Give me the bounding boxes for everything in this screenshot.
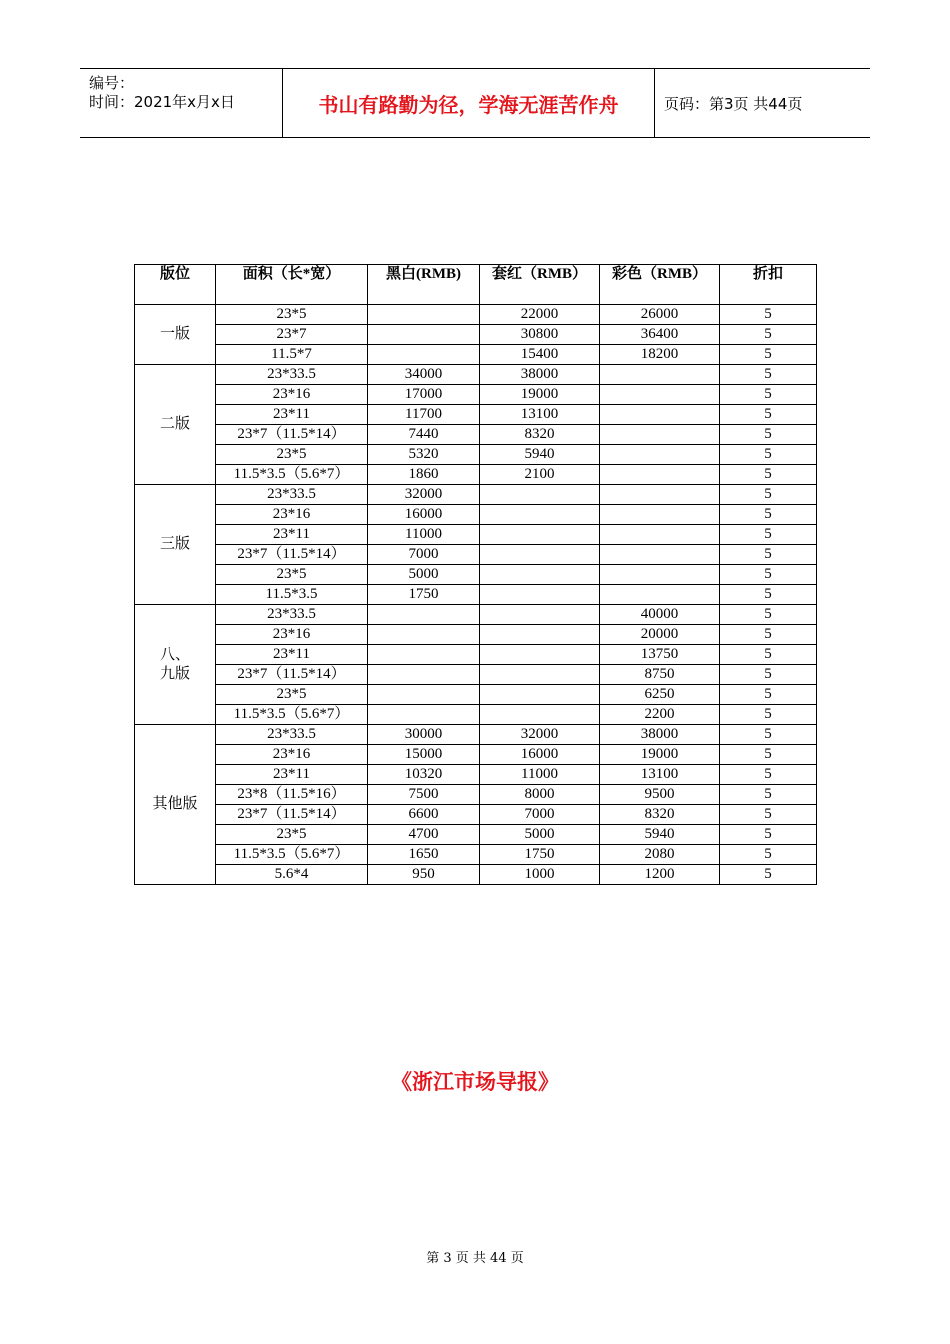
discount-cell: 5	[720, 705, 817, 725]
discount-cell: 5	[720, 685, 817, 705]
discount-cell: 5	[720, 325, 817, 345]
bw-price-cell	[368, 645, 480, 665]
bw-price-cell	[368, 705, 480, 725]
bw-price-cell: 30000	[368, 725, 480, 745]
bw-price-cell: 15000	[368, 745, 480, 765]
table-row	[135, 305, 817, 325]
doc-time-label: 时间：2021年x月x日	[89, 93, 235, 111]
discount-cell: 5	[720, 425, 817, 445]
bw-price-cell: 1750	[368, 585, 480, 605]
table-row	[135, 805, 817, 825]
header-page-info	[664, 69, 870, 137]
area-cell: 23*7（11.5*14）	[216, 545, 368, 565]
area-cell: 23*7（11.5*14）	[216, 665, 368, 685]
red-price-cell: 19000	[480, 385, 600, 405]
discount-cell: 5	[720, 305, 817, 325]
area-cell: 23*33.5	[216, 485, 368, 505]
red-price-cell	[480, 565, 600, 585]
bw-price-cell: 34000	[368, 365, 480, 385]
col-header-color	[600, 265, 720, 305]
bw-price-cell: 16000	[368, 505, 480, 525]
discount-cell: 5	[720, 505, 817, 525]
area-cell: 23*16	[216, 745, 368, 765]
area-cell: 23*11	[216, 405, 368, 425]
color-price-cell: 40000	[600, 605, 720, 625]
color-price-cell: 38000	[600, 725, 720, 745]
area-cell: 23*16	[216, 385, 368, 405]
color-price-cell: 13750	[600, 645, 720, 665]
discount-cell: 5	[720, 345, 817, 365]
red-price-cell: 11000	[480, 765, 600, 785]
area-cell: 11.5*3.5（5.6*7）	[216, 845, 368, 865]
bw-price-cell: 5320	[368, 445, 480, 465]
table-row	[135, 585, 817, 605]
area-cell: 23*11	[216, 525, 368, 545]
bw-price-cell	[368, 625, 480, 645]
col-header-red-text: 套红（RMB）	[492, 266, 587, 282]
color-price-cell: 1200	[600, 865, 720, 885]
table-row	[135, 765, 817, 785]
color-price-cell	[600, 465, 720, 485]
table-row	[135, 865, 817, 885]
table-row	[135, 505, 817, 525]
color-price-cell: 2080	[600, 845, 720, 865]
bw-price-cell	[368, 345, 480, 365]
table-row	[135, 525, 817, 545]
area-cell: 11.5*3.5（5.6*7）	[216, 705, 368, 725]
page-footer: 第 3 页 共 44 页	[426, 1251, 524, 1266]
bw-price-cell: 950	[368, 865, 480, 885]
red-price-cell: 8000	[480, 785, 600, 805]
bw-price-cell: 7440	[368, 425, 480, 445]
bw-price-cell: 17000	[368, 385, 480, 405]
color-price-cell: 2200	[600, 705, 720, 725]
area-cell: 23*11	[216, 645, 368, 665]
bw-price-cell: 4700	[368, 825, 480, 845]
color-price-cell: 20000	[600, 625, 720, 645]
table-row	[135, 685, 817, 705]
discount-cell: 5	[720, 545, 817, 565]
area-cell: 5.6*4	[216, 865, 368, 885]
red-price-cell	[480, 685, 600, 705]
red-price-cell	[480, 505, 600, 525]
red-price-cell: 15400	[480, 345, 600, 365]
table-row	[135, 465, 817, 485]
discount-cell: 5	[720, 805, 817, 825]
color-price-cell	[600, 365, 720, 385]
table-row	[135, 625, 817, 645]
discount-cell: 5	[720, 405, 817, 425]
red-price-cell: 16000	[480, 745, 600, 765]
discount-cell: 5	[720, 465, 817, 485]
red-price-cell	[480, 605, 600, 625]
red-price-cell: 5000	[480, 825, 600, 845]
color-price-cell	[600, 525, 720, 545]
color-price-cell	[600, 425, 720, 445]
discount-cell: 5	[720, 665, 817, 685]
red-price-cell	[480, 485, 600, 505]
discount-cell: 5	[720, 825, 817, 845]
col-header-area: 面积（长*宽）	[216, 265, 368, 305]
area-cell: 23*16	[216, 625, 368, 645]
table-row	[135, 565, 817, 585]
area-cell: 23*5	[216, 685, 368, 705]
table-row	[135, 605, 817, 625]
color-price-cell	[600, 485, 720, 505]
color-price-cell: 9500	[600, 785, 720, 805]
color-price-cell	[600, 445, 720, 465]
table-row	[135, 365, 817, 385]
red-price-cell	[480, 705, 600, 725]
discount-cell: 5	[720, 645, 817, 665]
doc-number-label: 编号：	[89, 74, 135, 92]
discount-cell: 5	[720, 605, 817, 625]
header-meta	[80, 69, 283, 137]
area-cell: 23*8（11.5*16）	[216, 785, 368, 805]
area-cell: 23*33.5	[216, 365, 368, 385]
red-price-cell: 30800	[480, 325, 600, 345]
bw-price-cell	[368, 605, 480, 625]
color-price-cell: 26000	[600, 305, 720, 325]
area-cell: 23*5	[216, 445, 368, 465]
red-price-cell: 7000	[480, 805, 600, 825]
discount-cell: 5	[720, 845, 817, 865]
color-price-cell: 6250	[600, 685, 720, 705]
discount-cell: 5	[720, 725, 817, 745]
table-row	[135, 705, 817, 725]
area-cell: 23*33.5	[216, 605, 368, 625]
area-cell: 23*5	[216, 305, 368, 325]
red-price-cell	[480, 665, 600, 685]
bw-price-cell	[368, 685, 480, 705]
area-cell: 23*33.5	[216, 725, 368, 745]
color-price-cell: 36400	[600, 325, 720, 345]
page-info-text: 页码：第3页 共44页	[664, 94, 803, 113]
bw-price-cell: 6600	[368, 805, 480, 825]
group-label: 三版	[135, 485, 216, 605]
red-price-cell: 1000	[480, 865, 600, 885]
bw-price-cell: 5000	[368, 565, 480, 585]
table-row	[135, 425, 817, 445]
color-price-cell	[600, 585, 720, 605]
table-row	[135, 665, 817, 685]
area-cell: 23*7（11.5*14）	[216, 805, 368, 825]
table-row	[135, 385, 817, 405]
area-cell: 23*5	[216, 565, 368, 585]
area-cell: 23*7（11.5*14）	[216, 425, 368, 445]
discount-cell: 5	[720, 785, 817, 805]
table-row	[135, 485, 817, 505]
page-header	[80, 68, 870, 138]
red-price-cell	[480, 625, 600, 645]
red-price-cell: 8320	[480, 425, 600, 445]
table-row	[135, 725, 817, 745]
color-price-cell	[600, 565, 720, 585]
color-price-cell: 5940	[600, 825, 720, 845]
table-row	[135, 345, 817, 365]
red-price-cell: 2100	[480, 465, 600, 485]
bw-price-cell: 7000	[368, 545, 480, 565]
area-cell: 23*5	[216, 825, 368, 845]
discount-cell: 5	[720, 565, 817, 585]
color-price-cell	[600, 505, 720, 525]
table-header-row	[135, 265, 817, 305]
bw-price-cell: 7500	[368, 785, 480, 805]
discount-cell: 5	[720, 865, 817, 885]
red-price-cell	[480, 585, 600, 605]
area-cell: 11.5*7	[216, 345, 368, 365]
color-price-cell	[600, 385, 720, 405]
red-price-cell: 38000	[480, 365, 600, 385]
bw-price-cell: 1860	[368, 465, 480, 485]
red-price-cell: 22000	[480, 305, 600, 325]
discount-cell: 5	[720, 445, 817, 465]
col-header-red	[480, 265, 600, 305]
col-header-bw: 黑白(RMB)	[368, 265, 480, 305]
table-row	[135, 785, 817, 805]
table-row	[135, 545, 817, 565]
red-price-cell	[480, 525, 600, 545]
bw-price-cell: 11000	[368, 525, 480, 545]
bw-price-cell	[368, 665, 480, 685]
color-price-cell: 19000	[600, 745, 720, 765]
header-motto: 书山有路勤为径，学海无涯苦作舟	[283, 69, 655, 137]
discount-cell: 5	[720, 485, 817, 505]
table-row	[135, 825, 817, 845]
discount-cell: 5	[720, 385, 817, 405]
red-price-cell	[480, 645, 600, 665]
bw-price-cell: 10320	[368, 765, 480, 785]
discount-cell: 5	[720, 585, 817, 605]
table-row	[135, 645, 817, 665]
section-title: 《浙江市场导报》	[391, 1070, 559, 1094]
group-label: 一版	[135, 305, 216, 365]
red-price-cell	[480, 545, 600, 565]
color-price-cell	[600, 405, 720, 425]
group-label: 其他版	[135, 725, 216, 885]
bw-price-cell: 11700	[368, 405, 480, 425]
color-price-cell: 8320	[600, 805, 720, 825]
red-price-cell: 13100	[480, 405, 600, 425]
bw-price-cell	[368, 325, 480, 345]
col-header-position: 版位	[135, 265, 216, 305]
col-header-discount: 折扣	[720, 265, 817, 305]
red-price-cell: 32000	[480, 725, 600, 745]
bw-price-cell	[368, 305, 480, 325]
col-header-color-text: 彩色（RMB）	[612, 266, 707, 282]
group-label: 二版	[135, 365, 216, 485]
table-row	[135, 325, 817, 345]
group-label: 八、九版	[135, 605, 216, 725]
color-price-cell: 13100	[600, 765, 720, 785]
discount-cell: 5	[720, 765, 817, 785]
color-price-cell	[600, 545, 720, 565]
discount-cell: 5	[720, 365, 817, 385]
discount-cell: 5	[720, 525, 817, 545]
bw-price-cell: 1650	[368, 845, 480, 865]
color-price-cell: 8750	[600, 665, 720, 685]
discount-cell: 5	[720, 625, 817, 645]
red-price-cell: 1750	[480, 845, 600, 865]
color-price-cell: 18200	[600, 345, 720, 365]
price-table	[134, 264, 817, 885]
table-row	[135, 445, 817, 465]
area-cell: 11.5*3.5（5.6*7）	[216, 465, 368, 485]
bw-price-cell: 32000	[368, 485, 480, 505]
red-price-cell: 5940	[480, 445, 600, 465]
table-body	[135, 305, 817, 885]
area-cell: 23*11	[216, 765, 368, 785]
table-row	[135, 745, 817, 765]
table-row	[135, 845, 817, 865]
area-cell: 23*16	[216, 505, 368, 525]
table-row	[135, 405, 817, 425]
area-cell: 23*7	[216, 325, 368, 345]
area-cell: 11.5*3.5	[216, 585, 368, 605]
discount-cell: 5	[720, 745, 817, 765]
